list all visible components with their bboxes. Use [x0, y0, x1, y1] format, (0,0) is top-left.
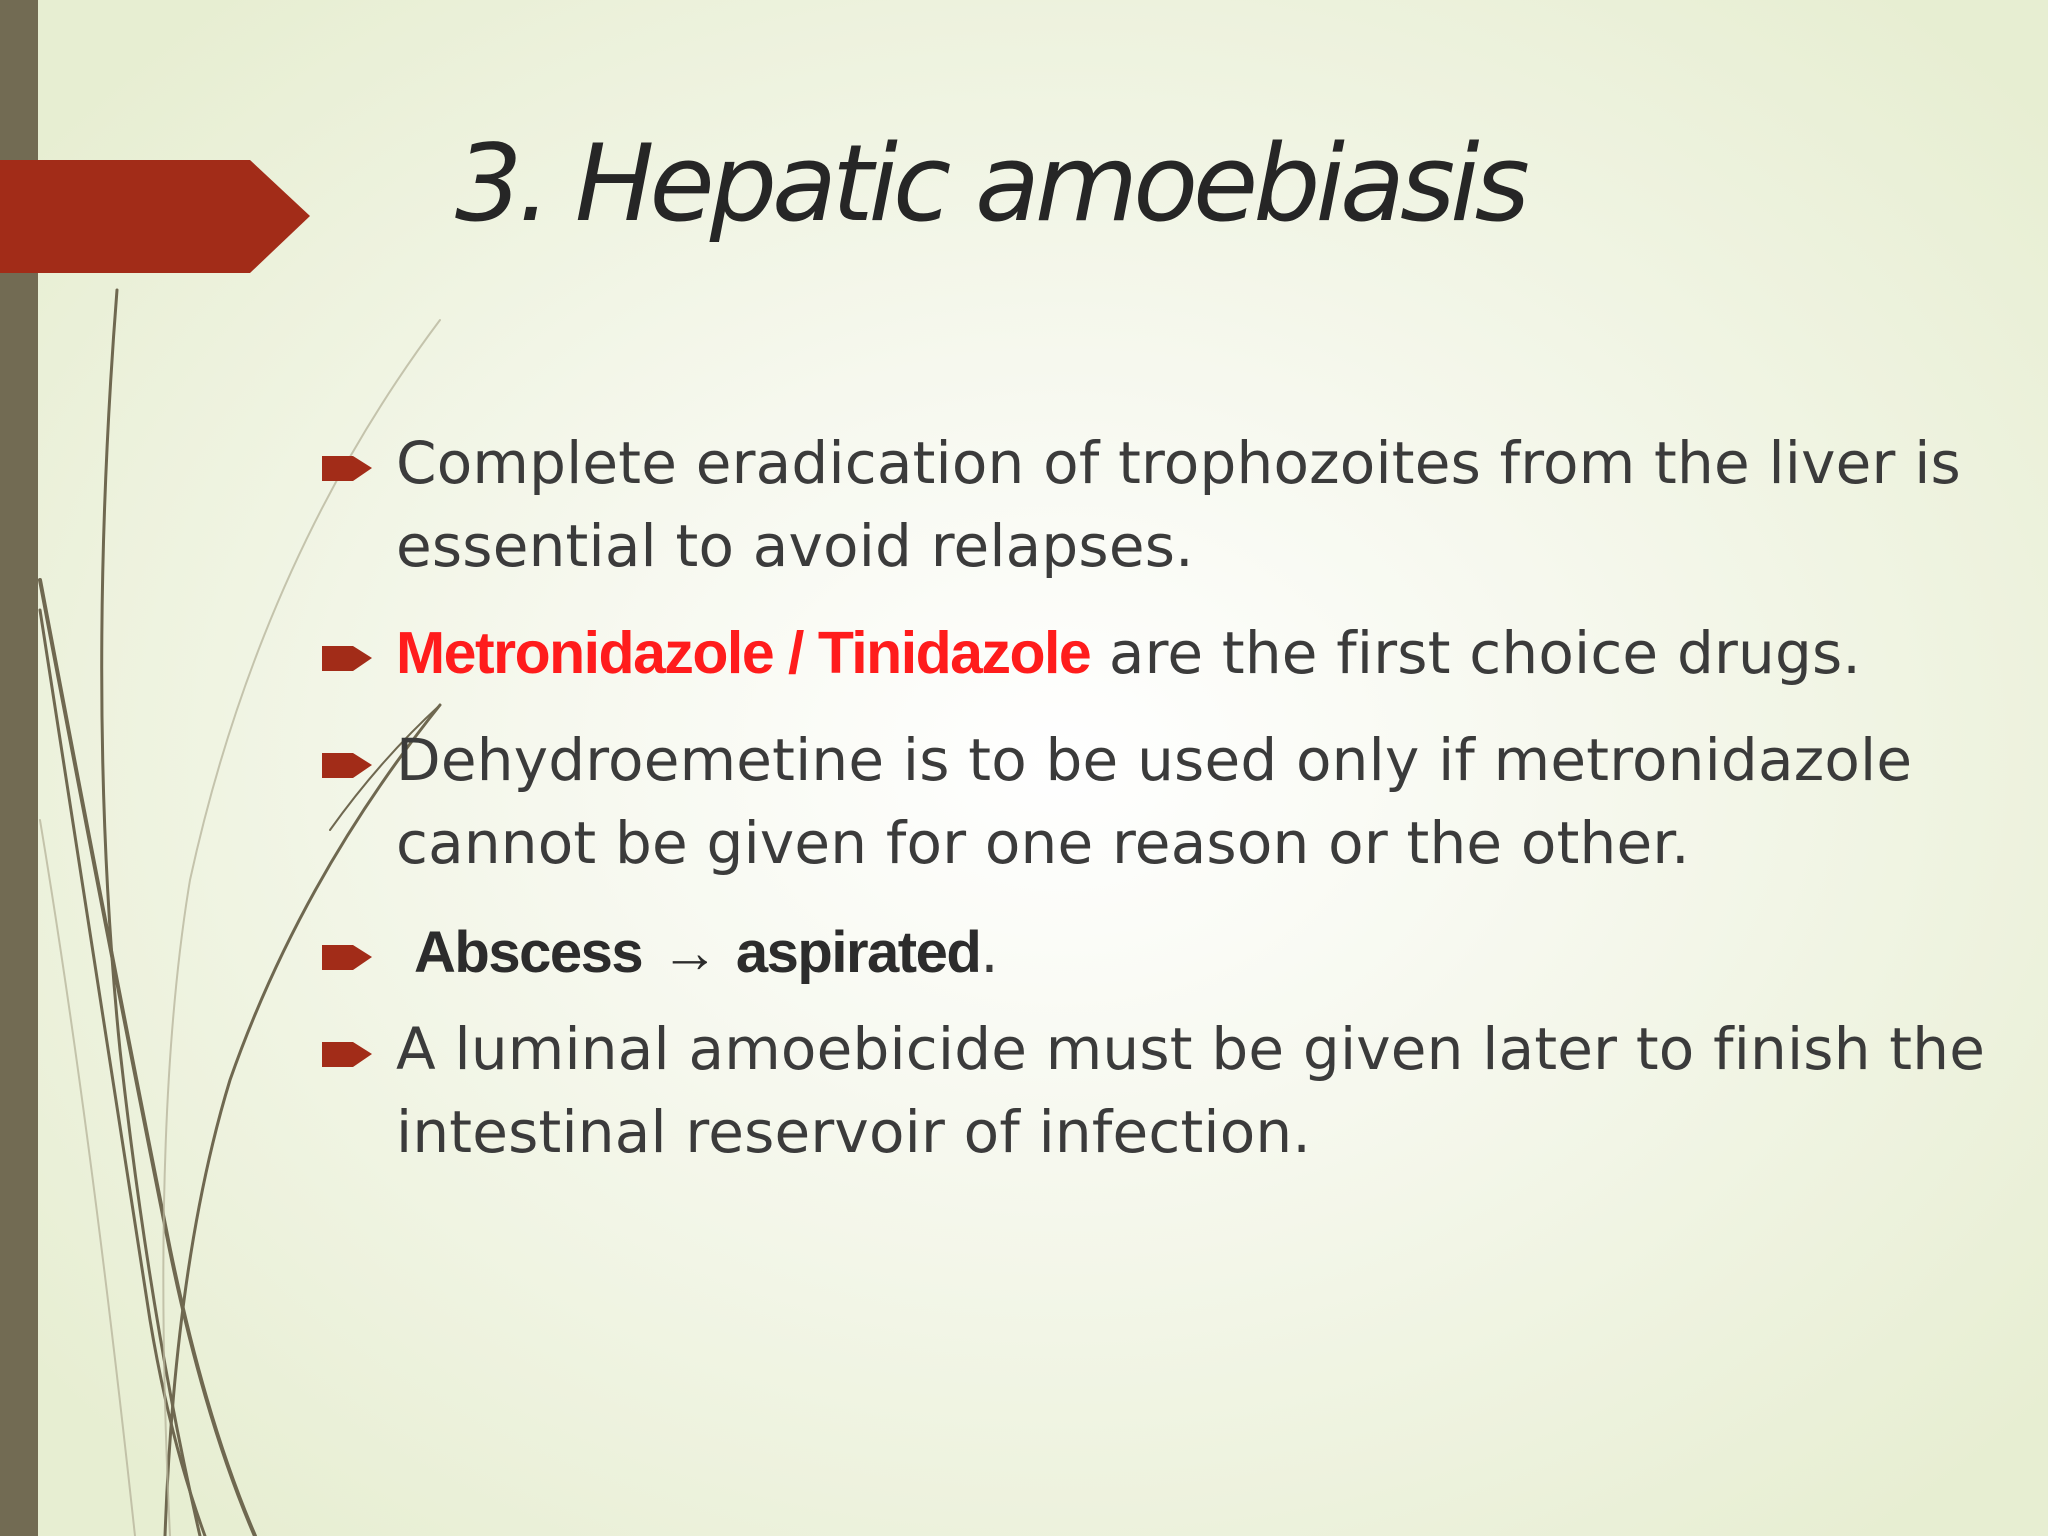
bullet-item-luminal-amoebicide — [322, 1008, 2032, 1174]
bullet-tail: . — [980, 918, 999, 986]
slide-title: 3. Hepatic amoebiasis — [455, 122, 1525, 245]
arrow-icon: → — [660, 920, 718, 985]
bullet-text: Complete eradication of trophozoites from the liver is essential to avoid relapses. — [396, 429, 1961, 580]
right-arrow-bullet-icon — [322, 945, 372, 970]
drug-names-highlight: Metronidazole / Tinidazole — [396, 620, 1091, 686]
bullet-item-first-choice-drugs — [322, 612, 2032, 695]
bullet-list — [322, 422, 2032, 1174]
bullet-text: A luminal amoebicide must be given later to finish the intestinal reservoir of infection. — [396, 1015, 1986, 1166]
bullet-item-eradication — [322, 422, 2032, 588]
right-arrow-bullet-icon — [322, 646, 372, 671]
right-arrow-bullet-icon — [322, 753, 372, 778]
right-arrow-bullet-icon — [322, 1042, 372, 1067]
bullet-text: are the first choice drugs. — [1090, 619, 1862, 687]
title-accent-arrow — [0, 160, 310, 273]
aspirated-term: aspirated — [735, 920, 981, 985]
bullet-item-abscess — [322, 911, 2032, 994]
abscess-term: Abscess — [414, 920, 643, 985]
bullet-text: Dehydroemetine is to be used only if metronidazole cannot be given for one reason or the other. — [396, 726, 1913, 877]
right-arrow-bullet-icon — [322, 456, 372, 481]
bullet-item-dehydroemetine — [322, 719, 2032, 885]
